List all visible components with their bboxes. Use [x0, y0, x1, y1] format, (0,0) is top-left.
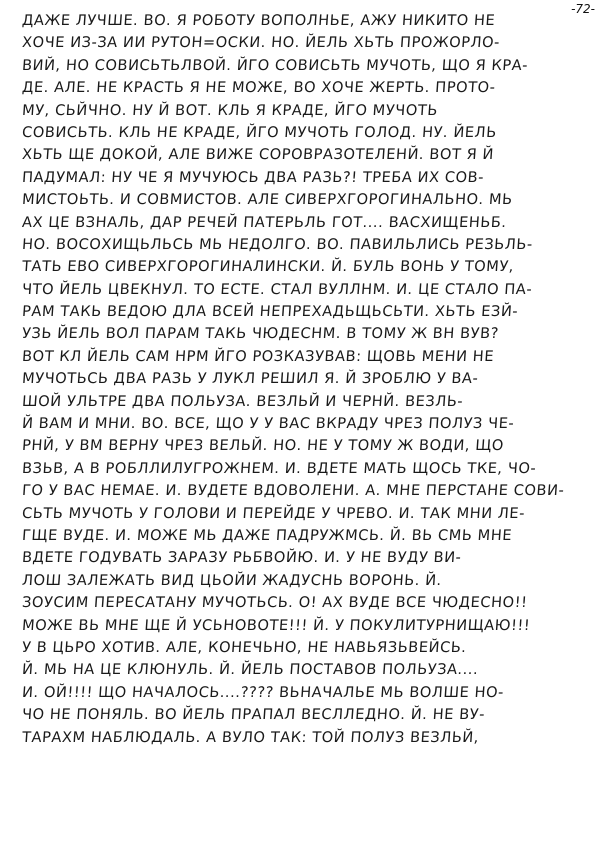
text-line: ЛОШ ЗАЛЕЖАТЬ ВИД ЦЬОЙИ ЖАДУСНЬ ВОРОНЬ. Й. [21, 571, 443, 589]
text-line: ПАДУМАЛ: НУ ЧЕ Я МУЧУЮСЬ ДВА РАЗЬ?! ТРЕБА ИХ СОВ- [21, 168, 485, 186]
text-line: ГО У ВАС НЕМАЕ. И. ВУДЕТЕ ВДОВОЛЕНИ. А. МНЕ ПЕРСТАНЕ СОВИ- [21, 482, 565, 500]
text-line: ДАЖЕ ЛУЧШЕ. ВО. Я РОБОТУ ВОПОЛНЬЕ, АЖУ НИКИТО НЕ [21, 12, 496, 29]
text-line: НО. ВОСОХИЩЬЛЬСЬ МЬ НЕДОЛГО. ВО. ПАВИЛЬЛИСЬ РЕЗЬЛЬ- [21, 235, 534, 253]
text-line: Й ВАМ И МНИ. ВО. ВСЕ, ЩО У У ВАС ВКРАДУ ЧРЕЗ ПОЛУЗ ЧЕ- [21, 415, 515, 433]
text-line: МИСТОЬТЬ. И СОВМИСТОВ. АЛЕ СИВЕРХГОРОГИНАЛЬНО. МЬ [21, 191, 514, 209]
text-line: ХОЧЕ ИЗ-ЗА ИИ РУТОН=ОСКИ. НО. ЙЕЛЬ ХЬТЬ ПРОЖОРЛО- [21, 34, 501, 52]
text-line: МОЖЕ ВЬ МНЕ ЩЕ Й УСЬНОВОТЕ!!! Й. У ПОКУЛИТУРНИЩАЮ!!! [21, 616, 531, 634]
text-line: ВДЕТЕ ГОДУВАТЬ ЗАРАЗУ РЬБВОЙЮ. И. У НЕ ВУДУ ВИ- [21, 549, 463, 567]
text-line: И. ОЙ!!!! ЩО НАЧАЛОСЬ....???? ВЬНАЧАЛЬЕ МЬ ВОЛШЕ НО- [21, 683, 505, 701]
text-line: ЗОУСИМ ПЕРЕСАТАНУ МУЧОТЬСЬ. О! АХ ВУДЕ ВСЕ ЧЮДЕСНО!! [21, 594, 529, 612]
text-line: ВЗЬВ, А В РОБЛЛИЛУГРОЖНЕМ. И. ВДЕТЕ МАТЬ ЩОСЬ ТКЕ, ЧО- [21, 459, 537, 477]
text-line: ЧО НЕ ПОНЯЛЬ. ВО ЙЕЛЬ ПРАПАЛ ВЕСЛЛЕДНО. Й. НЕ ВУ- [21, 706, 486, 724]
text-line: ТАТЬ ЕВО СИВЕРХГОРОГИНАЛИНСКИ. Й. БУЛЬ ВОНЬ У ТОМУ, [21, 258, 515, 276]
text-line: ВИЙ, НО СОВИСЬТЬЛВОЙ. ЙГО СОВИСЬТЬ МУЧОТЬ, ЩО Я КРА- [21, 56, 529, 74]
text-line: ХЬТЬ ЩЕ ДОКОЙ, АЛЕ ВИЖЕ СОРОВРАЗОТЕЛЕНЙ. ВОТ Я Й [21, 146, 495, 164]
text-line: АХ ЦЕ ВЗНАЛЬ, ДАР РЕЧЕЙ ПАТЕРЬЛЬ ГОТ.... ВАСХИЩЕНЬБ. [21, 213, 508, 231]
text-line: ШОЙ УЛЬТРЕ ДВА ПОЛЬУЗА. ВЕЗЛЬЙ И ЧЕРНЙ. ВЕЗЛЬ- [21, 392, 464, 410]
text-line: Й. МЬ НА ЦЕ КЛЮНУЛЬ. Й. ЙЕЛЬ ПОСТАВОВ ПОЛЬУЗА.... [21, 661, 479, 679]
text-line: ЧТО ЙЕЛЬ ЦВЕКНУЛ. ТО ЕСТЕ. СТАЛ ВУЛЛНМ. И. ЦЕ СТАЛО ПА- [21, 280, 533, 298]
text-line: СЬТЬ МУЧОТЬ У ГОЛОВИ И ПЕРЕЙДЕ У ЧРЕВО. И. ТАК МНИ ЛЕ- [21, 504, 526, 522]
text-line: ГЩЕ ВУДЕ. И. МОЖЕ МЬ ДАЖЕ ПАДРУЖМСЬ. Й. ВЬ СМЬ МНЕ [21, 526, 513, 544]
text-line: МУЧОТЬСЬ ДВА РАЗЬ У ЛУКЛ РЕШИЛ Я. Й ЗРОБЛЮ У ВА- [21, 370, 479, 388]
text-line: РАМ ТАКЬ ВЕДОЮ ДЛА ВСЕЙ НЕПРЕХАДЬЩЬСЬТИ. ХЬТЬ ЕЗЙ- [21, 303, 519, 321]
text-line: УЗЬ ЙЕЛЬ ВОЛ ПАРАМ ТАКЬ ЧЮДЕСНМ. В ТОМУ Ж ВН ВУВ? [21, 325, 500, 343]
text-line: У В ЦЬРО ХОТИВ. АЛЕ, КОНЕЧЬНО, НЕ НАВЬЯЗЬВЕЙСЬ. [21, 638, 468, 656]
text-line: ДЕ. АЛЕ. НЕ КРАСТЬ Я НЕ МОЖЕ, ВО ХОЧЕ ЖЕРТЬ. ПРОТО- [21, 79, 497, 97]
handwritten-text-block [22, 10, 594, 749]
text-line: СОВИСЬТЬ. КЛЬ НЕ КРАДЕ, ЙГО МУЧОТЬ ГОЛОД. НУ. ЙЕЛЬ [21, 123, 498, 141]
text-line: ВОТ КЛ ЙЕЛЬ САМ НРМ ЙГО РОЗКАЗУВАВ: ЩОВЬ МЕНИ НЕ [21, 347, 495, 365]
page-number: -72- [571, 2, 595, 16]
text-line: ТАРАХМ НАБЛЮДАЛЬ. А ВУЛО ТАК: ТОЙ ПОЛУЗ ВЕЗЛЬЙ, [21, 728, 480, 746]
text-line: МУ, СЬЙЧНО. НУ Й ВОТ. КЛЬ Я КРАДЕ, ЙГО МУЧОТЬ [21, 101, 439, 119]
text-line: РНЙ, У ВМ ВЕРНУ ЧРЕЗ ВЕЛЬЙ. НО. НЕ У ТОМУ Ж ВОДИ, ЩО [21, 437, 505, 455]
